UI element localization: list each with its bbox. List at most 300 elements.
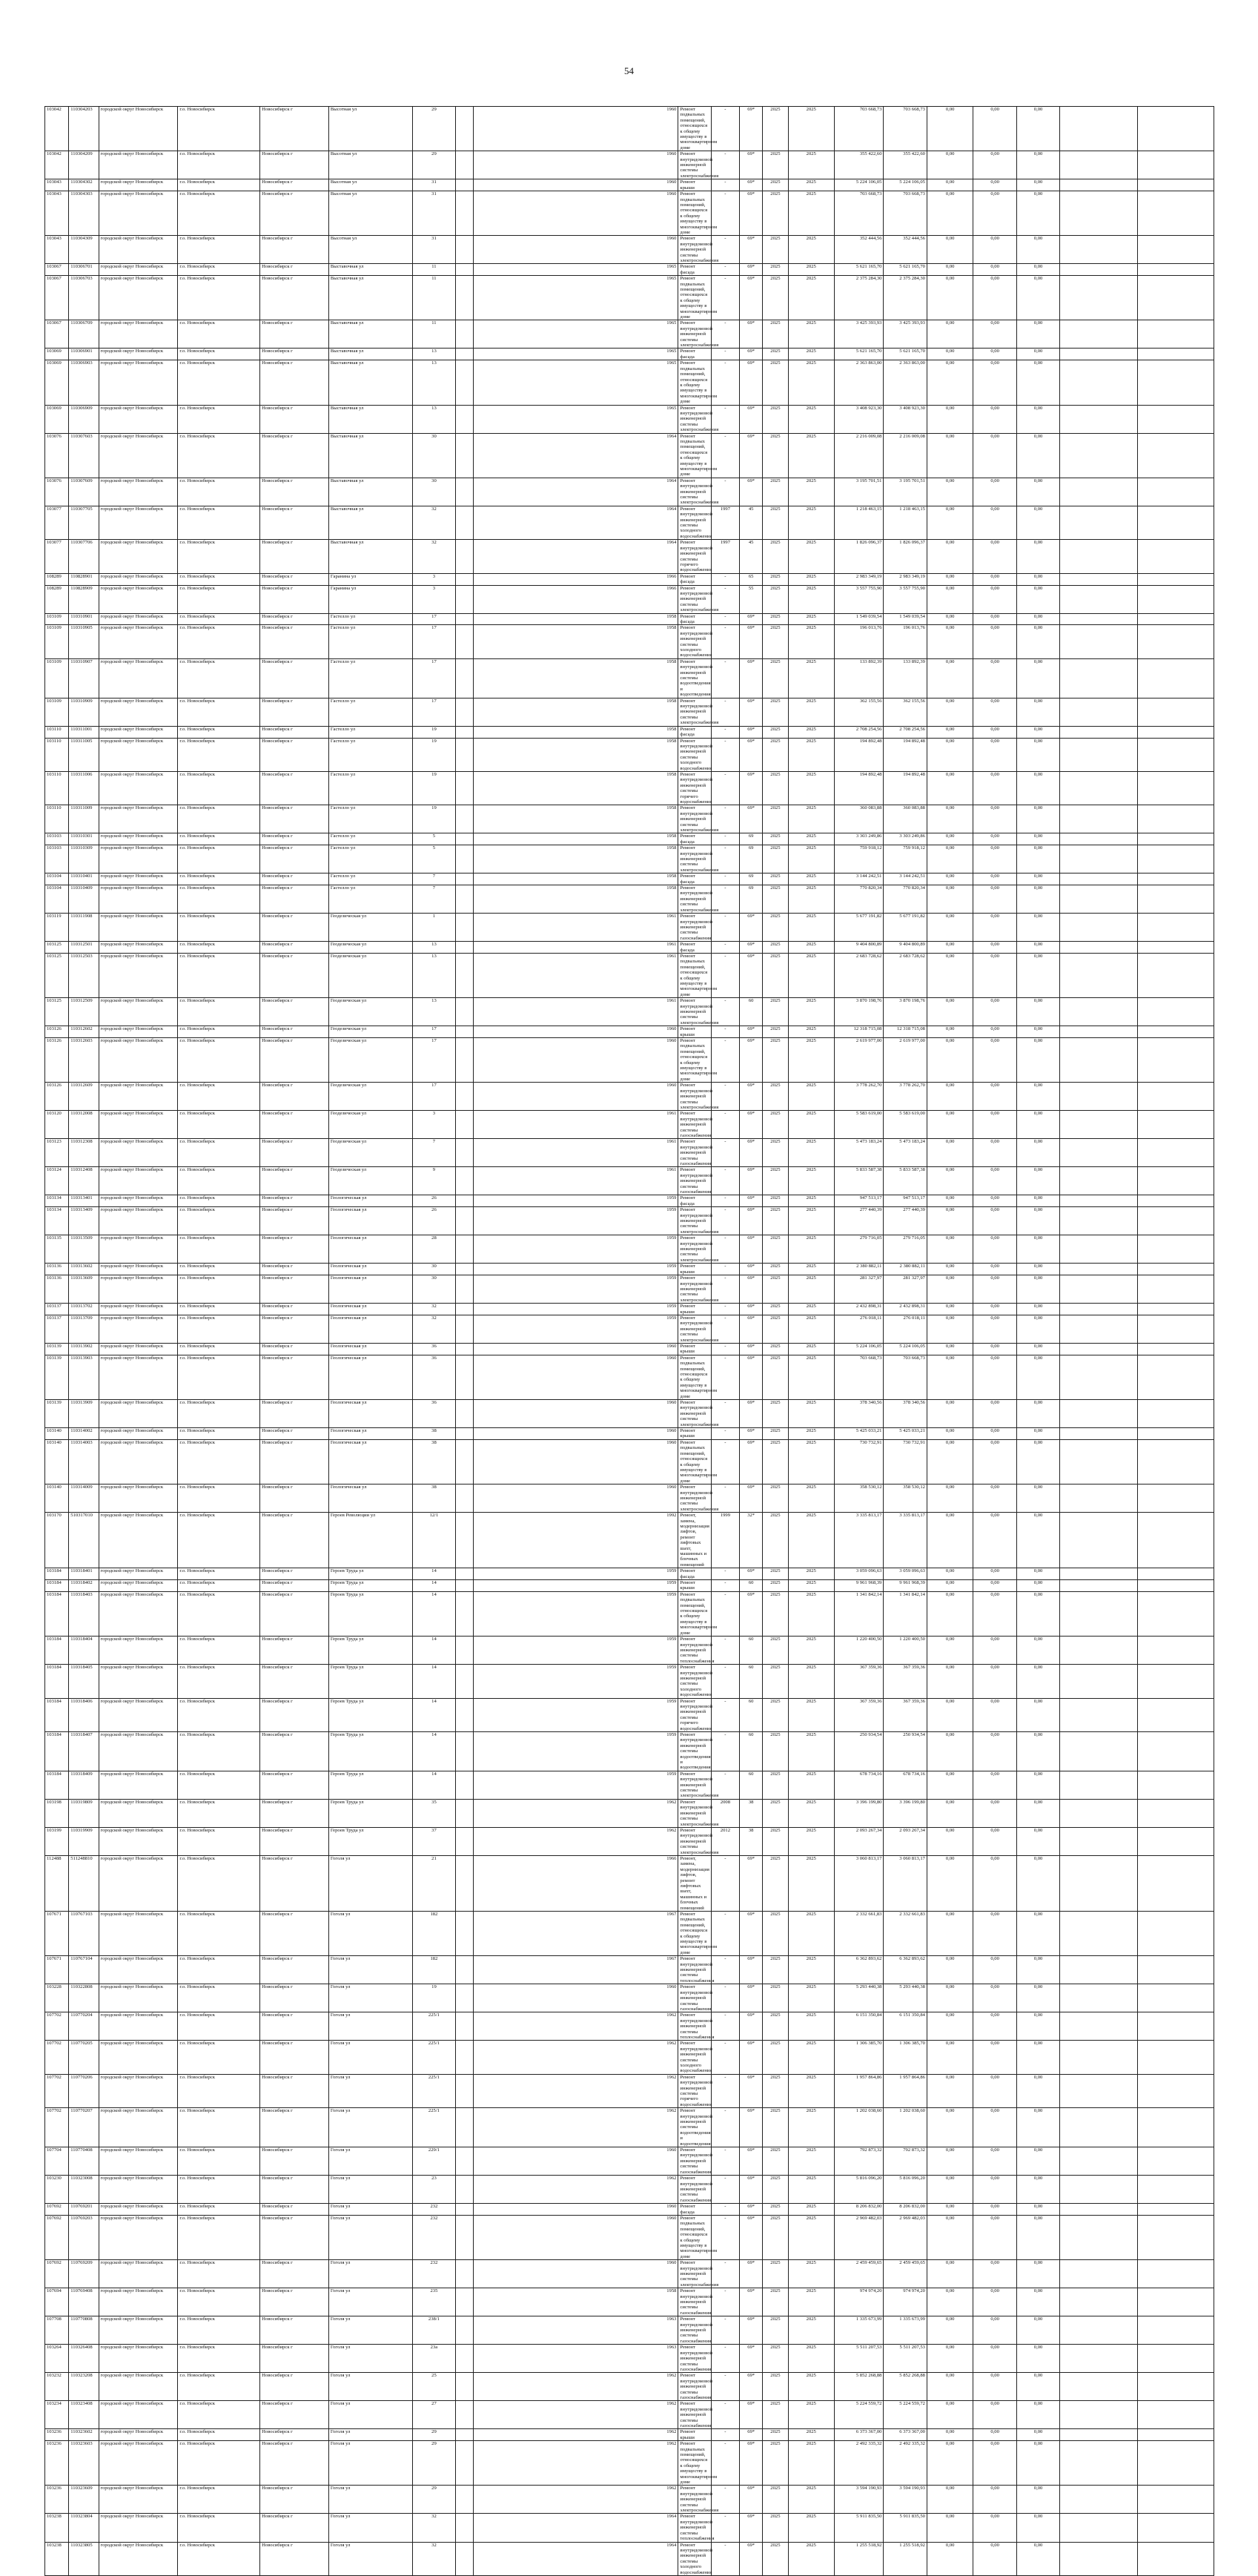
cell-municipality: г.о. Новосибирск [178, 1111, 260, 1139]
cell-street: Гаранина ул [328, 585, 412, 613]
cell-blank-a [456, 2147, 474, 2176]
cell-work-id: 110307706 [69, 540, 99, 573]
cell-fund-cost: 5 911 835,50 [884, 2514, 927, 2542]
cell-budget-federal: 0,00 [927, 1799, 973, 1827]
cell-fund-cost: 5 583 619,00 [884, 1111, 927, 1139]
cell-year-built: 1959 [474, 1207, 678, 1235]
cell-work-type: Ремонт внутридомовой инженерной системы газоснабжения [678, 2176, 711, 2204]
table-row [45, 179, 1214, 191]
cell-blank-b [1060, 1956, 1138, 1984]
cell-municipality: г.о. Новосибирск [178, 1304, 260, 1315]
cell-blank-b [1060, 2401, 1138, 2429]
cell-budget-federal: 0,00 [927, 2012, 973, 2041]
cell-fund-cost: 1 335 673,99 [884, 2316, 927, 2345]
cell-municipality: г.о. Новосибирск [178, 1264, 260, 1275]
table-row [45, 349, 1214, 360]
cell-blank-a [456, 942, 474, 954]
cell-total-cost: 9 404 800,89 [834, 942, 884, 954]
cell-wear-percent: 69* [740, 1855, 763, 1911]
cell-fund-cost: 5 852 268,88 [884, 2373, 927, 2401]
cell-work-id: 110770207 [69, 2108, 99, 2147]
cell-year-built: 1960 [474, 179, 678, 191]
cell-work-type: Ремонт, замена, модернизация лифтов, ремонт лифтовых шахт, машинных и блочных помещений [678, 1513, 711, 1568]
cell-blank-a [456, 771, 474, 805]
cell-blank-b [1060, 1665, 1138, 1698]
cell-blank-a [456, 1771, 474, 1799]
cell-region: городской округ Новосибирск [99, 1912, 178, 1956]
cell-year-built: 1965 [474, 405, 678, 433]
cell-house-id: 103109 [45, 698, 69, 726]
cell-region: городской округ Новосибирск [99, 1799, 178, 1827]
cell-total-cost: 3 335 813,17 [834, 1513, 884, 1568]
cell-budget-local: 0,00 [1016, 1207, 1059, 1235]
cell-fund-cost: 2 093 267,34 [884, 1827, 927, 1855]
cell-fund-cost: 279 716,05 [884, 1235, 927, 1264]
cell-year-built: 1960 [474, 1439, 678, 1484]
cell-municipality: г.о. Новосибирск [178, 1484, 260, 1513]
cell-blank-c [1138, 845, 1214, 873]
cell-total-cost: 133 892,39 [834, 658, 884, 698]
cell-house-number: 7 [412, 873, 455, 885]
cell-fund-cost: 1 826 096,37 [884, 540, 927, 573]
cell-blank-c [1138, 1827, 1214, 1855]
cell-street: Гаранина ул [328, 573, 412, 585]
table-row [45, 1275, 1214, 1304]
cell-budget-local: 0,00 [1016, 1771, 1059, 1799]
cell-year-built: 1961 [474, 1167, 678, 1195]
cell-work-id: 110310409 [69, 885, 99, 914]
cell-blank-c [1138, 805, 1214, 833]
cell-municipality: г.о. Новосибирск [178, 1038, 260, 1083]
cell-total-cost: 5 583 619,00 [834, 1111, 884, 1139]
cell-city: Новосибирск г [260, 885, 329, 914]
cell-budget-local: 0,00 [1016, 625, 1059, 658]
cell-house-id: 103238 [45, 2514, 69, 2542]
cell-budget-federal: 0,00 [927, 1111, 973, 1139]
cell-municipality: г.о. Новосибирск [178, 2441, 260, 2486]
cell-budget-regional: 0,00 [973, 953, 1016, 997]
cell-house-number: 13 [412, 405, 455, 433]
cell-work-id: 110306903 [69, 360, 99, 405]
cell-blank-b [1060, 1984, 1138, 2012]
cell-region: городской округ Новосибирск [99, 1083, 178, 1111]
cell-house-id: 103104 [45, 873, 69, 885]
cell-plan-year-end: 2025 [788, 276, 834, 320]
cell-total-cost: 2 216 009,08 [834, 433, 884, 478]
cell-plan-year-end: 2025 [788, 998, 834, 1026]
table-row [45, 360, 1214, 405]
cell-work-type: Ремонт внутридомовой инженерной системы электроснабжения [678, 2486, 711, 2514]
cell-house-id: 103110 [45, 738, 69, 771]
cell-municipality: г.о. Новосибирск [178, 264, 260, 276]
cell-budget-regional: 0,00 [973, 360, 1016, 405]
cell-plan-year-start: 2025 [763, 914, 788, 942]
table-row [45, 1083, 1214, 1111]
cell-plan-year-start: 2025 [763, 2514, 788, 2542]
cell-plan-year-start: 2025 [763, 2215, 788, 2259]
cell-work-type: Ремонт фасада [678, 726, 711, 738]
cell-blank-b [1060, 1026, 1138, 1038]
cell-house-id: 103110 [45, 771, 69, 805]
cell-total-cost: 5 224 559,72 [834, 2401, 884, 2429]
cell-work-id: 110307603 [69, 433, 99, 478]
cell-last-repair-year: - [711, 320, 739, 349]
cell-work-type: Ремонт внутридомовой инженерной системы электроснабжения [678, 151, 711, 179]
cell-wear-percent: 69* [740, 1026, 763, 1038]
cell-budget-local: 0,00 [1016, 2373, 1059, 2401]
cell-last-repair-year: - [711, 1167, 739, 1195]
cell-work-id: 110769201 [69, 2204, 99, 2216]
cell-work-id: 110312609 [69, 1083, 99, 1111]
cell-blank-b [1060, 179, 1138, 191]
cell-region: городской округ Новосибирск [99, 1343, 178, 1355]
cell-work-id: 110312602 [69, 1026, 99, 1038]
cell-blank-a [456, 478, 474, 506]
cell-house-number: 7 [412, 885, 455, 914]
cell-work-id: 110310907 [69, 658, 99, 698]
cell-wear-percent: 69 [740, 885, 763, 914]
cell-house-number: 29 [412, 2441, 455, 2486]
cell-plan-year-start: 2025 [763, 1167, 788, 1195]
cell-budget-federal: 0,00 [927, 805, 973, 833]
cell-blank-b [1060, 2514, 1138, 2542]
cell-fund-cost: 3 870 198,76 [884, 998, 927, 1026]
cell-blank-b [1060, 2288, 1138, 2316]
cell-blank-b [1060, 2012, 1138, 2041]
cell-plan-year-start: 2025 [763, 771, 788, 805]
cell-work-id: 110310901 [69, 613, 99, 625]
cell-total-cost: 2 969 482,03 [834, 2215, 884, 2259]
cell-municipality: г.о. Новосибирск [178, 573, 260, 585]
table-body [45, 107, 1214, 2576]
cell-total-cost: 378 340,56 [834, 1400, 884, 1428]
cell-city: Новосибирск г [260, 2542, 329, 2575]
cell-year-built: 1962 [474, 2108, 678, 2147]
cell-work-type: Ремонт крыши [678, 1580, 711, 1592]
table-row [45, 1355, 1214, 1399]
cell-work-id: 110323602 [69, 2429, 99, 2441]
cell-city: Новосибирск г [260, 236, 329, 264]
cell-plan-year-start: 2025 [763, 1799, 788, 1827]
cell-year-built: 1964 [474, 433, 678, 478]
cell-plan-year-end: 2025 [788, 1732, 834, 1771]
cell-blank-b [1060, 1855, 1138, 1911]
cell-total-cost: 5 224 106,05 [834, 1343, 884, 1355]
cell-work-id: 110319809 [69, 1799, 99, 1827]
cell-blank-b [1060, 1484, 1138, 1513]
cell-year-built: 1958 [474, 771, 678, 805]
cell-plan-year-start: 2025 [763, 1139, 788, 1167]
cell-wear-percent: 45 [740, 506, 763, 539]
cell-work-type: Ремонт подвальных помещений, относящихся к общему имуществу в многоквартирном доме [678, 1038, 711, 1083]
cell-plan-year-end: 2025 [788, 107, 834, 151]
cell-wear-percent: 69* [740, 2486, 763, 2514]
cell-work-id: 110310309 [69, 845, 99, 873]
cell-budget-federal: 0,00 [927, 1355, 973, 1399]
cell-blank-a [456, 1315, 474, 1343]
cell-budget-federal: 0,00 [927, 658, 973, 698]
cell-region: городской округ Новосибирск [99, 405, 178, 433]
cell-city: Новосибирск г [260, 1513, 329, 1568]
table-row [45, 698, 1214, 726]
cell-last-repair-year: - [711, 2345, 739, 2373]
cell-budget-local: 0,00 [1016, 942, 1059, 954]
cell-budget-regional: 0,00 [973, 1984, 1016, 2012]
cell-budget-local: 0,00 [1016, 1513, 1059, 1568]
cell-plan-year-start: 2025 [763, 320, 788, 349]
cell-year-built: 1963 [474, 2316, 678, 2345]
cell-total-cost: 194 892,48 [834, 738, 884, 771]
cell-municipality: г.о. Новосибирск [178, 613, 260, 625]
cell-city: Новосибирск г [260, 1026, 329, 1038]
cell-municipality: г.о. Новосибирск [178, 658, 260, 698]
cell-wear-percent: 69* [740, 1343, 763, 1355]
cell-work-id: 110304309 [69, 236, 99, 264]
cell-city: Новосибирск г [260, 1139, 329, 1167]
cell-blank-b [1060, 2429, 1138, 2441]
cell-house-number: 32 [412, 2542, 455, 2575]
cell-plan-year-end: 2025 [788, 1111, 834, 1139]
cell-blank-a [456, 151, 474, 179]
cell-blank-c [1138, 1665, 1214, 1698]
cell-work-id: 110769209 [69, 2260, 99, 2288]
cell-year-built: 1960 [474, 1343, 678, 1355]
cell-budget-regional: 0,00 [973, 236, 1016, 264]
cell-budget-regional: 0,00 [973, 2041, 1016, 2074]
cell-budget-regional: 0,00 [973, 2441, 1016, 2486]
cell-year-built: 1958 [474, 698, 678, 726]
table-row [45, 1912, 1214, 1956]
table-row [45, 1439, 1214, 1484]
cell-blank-b [1060, 1568, 1138, 1580]
cell-fund-cost: 3 557 755,90 [884, 585, 927, 613]
cell-blank-b [1060, 1315, 1138, 1343]
cell-budget-regional: 0,00 [973, 585, 1016, 613]
cell-work-type: Ремонт внутридомовой инженерной системы газоснабжения [678, 2147, 711, 2176]
cell-budget-federal: 0,00 [927, 2074, 973, 2107]
cell-budget-regional: 0,00 [973, 1428, 1016, 1440]
cell-house-number: 26 [412, 1195, 455, 1207]
cell-municipality: г.о. Новосибирск [178, 1355, 260, 1399]
table-row [45, 2204, 1214, 2216]
cell-plan-year-end: 2025 [788, 191, 834, 236]
cell-house-id: 103077 [45, 506, 69, 539]
cell-blank-a [456, 191, 474, 236]
table-row [45, 1637, 1214, 1665]
cell-city: Новосибирск г [260, 540, 329, 573]
cell-region: городской округ Новосибирск [99, 998, 178, 1026]
table-row [45, 1484, 1214, 1513]
cell-blank-c [1138, 2260, 1214, 2288]
cell-city: Новосибирск г [260, 2215, 329, 2259]
cell-blank-c [1138, 771, 1214, 805]
cell-total-cost: 1 306 385,70 [834, 2041, 884, 2074]
cell-budget-federal: 0,00 [927, 276, 973, 320]
cell-street: Гастелло ул [328, 845, 412, 873]
cell-blank-b [1060, 236, 1138, 264]
cell-blank-c [1138, 1207, 1214, 1235]
cell-budget-local: 0,00 [1016, 540, 1059, 573]
cell-work-id: 110314009 [69, 1484, 99, 1513]
cell-municipality: г.о. Новосибирск [178, 953, 260, 997]
cell-work-type: Ремонт внутридомовой инженерной системы холодного водоснабжения [678, 506, 711, 539]
cell-plan-year-start: 2025 [763, 151, 788, 179]
cell-budget-local: 0,00 [1016, 1275, 1059, 1304]
cell-budget-local: 0,00 [1016, 2215, 1059, 2259]
table-row [45, 1195, 1214, 1207]
cell-budget-regional: 0,00 [973, 805, 1016, 833]
cell-total-cost: 3 425 393,93 [834, 320, 884, 349]
cell-year-built: 1964 [474, 2542, 678, 2575]
cell-last-repair-year: 1999 [711, 1513, 739, 1568]
cell-blank-b [1060, 613, 1138, 625]
cell-last-repair-year: - [711, 1400, 739, 1428]
cell-work-type: Ремонт внутридомовой инженерной системы электроснабжения [678, 1400, 711, 1428]
cell-house-number: 30 [412, 1275, 455, 1304]
cell-budget-local: 0,00 [1016, 1956, 1059, 1984]
cell-plan-year-start: 2025 [763, 738, 788, 771]
cell-budget-federal: 0,00 [927, 1026, 973, 1038]
cell-last-repair-year: - [711, 1139, 739, 1167]
cell-plan-year-end: 2025 [788, 726, 834, 738]
cell-budget-local: 0,00 [1016, 107, 1059, 151]
cell-municipality: г.о. Новосибирск [178, 349, 260, 360]
cell-municipality: г.о. Новосибирск [178, 2074, 260, 2107]
cell-house-number: 14 [412, 1665, 455, 1698]
cell-street: Гоголя ул [328, 2345, 412, 2373]
cell-last-repair-year: - [711, 1428, 739, 1440]
cell-blank-a [456, 953, 474, 997]
cell-house-id: 103140 [45, 1439, 69, 1484]
cell-region: городской округ Новосибирск [99, 1139, 178, 1167]
cell-budget-federal: 0,00 [927, 1827, 973, 1855]
cell-total-cost: 2 708 254,56 [834, 726, 884, 738]
cell-budget-regional: 0,00 [973, 1167, 1016, 1195]
cell-blank-c [1138, 873, 1214, 885]
cell-plan-year-end: 2025 [788, 845, 834, 873]
cell-work-type: Ремонт внутридомовой инженерной системы электроснабжения [678, 1484, 711, 1513]
cell-budget-federal: 0,00 [927, 1665, 973, 1698]
cell-year-built: 1960 [474, 1400, 678, 1428]
cell-city: Новосибирск г [260, 914, 329, 942]
cell-budget-local: 0,00 [1016, 885, 1059, 914]
cell-house-number: 23а [412, 2345, 455, 2373]
cell-blank-b [1060, 276, 1138, 320]
cell-municipality: г.о. Новосибирск [178, 2012, 260, 2041]
cell-blank-a [456, 1984, 474, 2012]
cell-budget-federal: 0,00 [927, 2345, 973, 2373]
cell-last-repair-year: - [711, 738, 739, 771]
table-row [45, 2108, 1214, 2147]
cell-blank-c [1138, 478, 1214, 506]
cell-work-type: Ремонт внутридомовой инженерной системы электроснабжения [678, 698, 711, 726]
cell-total-cost: 2 375 284,30 [834, 276, 884, 320]
cell-fund-cost: 6 373 367,00 [884, 2429, 927, 2441]
cell-budget-local: 0,00 [1016, 2260, 1059, 2288]
cell-budget-regional: 0,00 [973, 1637, 1016, 1665]
cell-budget-federal: 0,00 [927, 2373, 973, 2401]
cell-plan-year-end: 2025 [788, 2441, 834, 2486]
cell-city: Новосибирск г [260, 2288, 329, 2316]
cell-year-built: 1959 [474, 1698, 678, 1731]
cell-total-cost: 2 332 661,83 [834, 1912, 884, 1956]
cell-plan-year-end: 2025 [788, 771, 834, 805]
cell-budget-local: 0,00 [1016, 998, 1059, 1026]
cell-plan-year-end: 2025 [788, 2074, 834, 2107]
cell-plan-year-end: 2025 [788, 2215, 834, 2259]
cell-year-built: 1960 [474, 1026, 678, 1038]
cell-last-repair-year: - [711, 1304, 739, 1315]
cell-work-type: Ремонт подвальных помещений, относящихся к общему имуществу в многоквартирном доме [678, 2441, 711, 2486]
cell-year-built: 1965 [474, 349, 678, 360]
cell-wear-percent: 60 [740, 1637, 763, 1665]
cell-blank-a [456, 1111, 474, 1139]
cell-house-id: 103236 [45, 2441, 69, 2486]
table-row [45, 726, 1214, 738]
cell-work-type: Ремонт фасада [678, 349, 711, 360]
cell-budget-local: 0,00 [1016, 726, 1059, 738]
cell-budget-regional: 0,00 [973, 771, 1016, 805]
table-row [45, 2176, 1214, 2204]
cell-budget-local: 0,00 [1016, 914, 1059, 942]
cell-work-type: Ремонт подвальных помещений, относящихся к общему имуществу в многоквартирном доме [678, 360, 711, 405]
cell-blank-b [1060, 1195, 1138, 1207]
cell-last-repair-year: - [711, 1083, 739, 1111]
table-row [45, 942, 1214, 954]
cell-house-number: 7 [412, 1139, 455, 1167]
cell-budget-local: 0,00 [1016, 2514, 1059, 2542]
cell-city: Новосибирск г [260, 107, 329, 151]
cell-city: Новосибирск г [260, 1591, 329, 1636]
cell-blank-a [456, 658, 474, 698]
cell-region: городской округ Новосибирск [99, 2486, 178, 2514]
cell-budget-local: 0,00 [1016, 2345, 1059, 2373]
cell-municipality: г.о. Новосибирск [178, 1400, 260, 1428]
cell-street: Гастелло ул [328, 625, 412, 658]
cell-blank-a [456, 2041, 474, 2074]
table-row [45, 771, 1214, 805]
cell-house-id: 103230 [45, 2176, 69, 2204]
cell-budget-local: 0,00 [1016, 1355, 1059, 1399]
cell-budget-regional: 0,00 [973, 107, 1016, 151]
cell-street: Геологическая ул [328, 1207, 412, 1235]
cell-year-built: 1959 [474, 1591, 678, 1636]
cell-blank-c [1138, 1513, 1214, 1568]
cell-blank-b [1060, 2041, 1138, 2074]
cell-city: Новосибирск г [260, 1355, 329, 1399]
cell-work-type: Ремонт внутридомовой инженерной системы водоотведения и водоотведения [678, 658, 711, 698]
cell-blank-b [1060, 1400, 1138, 1428]
cell-budget-regional: 0,00 [973, 2215, 1016, 2259]
cell-work-id: 110312308 [69, 1139, 99, 1167]
cell-work-id: 110314003 [69, 1439, 99, 1484]
cell-year-built: 1962 [474, 2401, 678, 2429]
cell-fund-cost: 730 732,91 [884, 1439, 927, 1484]
cell-plan-year-end: 2025 [788, 1038, 834, 1083]
cell-budget-federal: 0,00 [927, 2147, 973, 2176]
cell-work-id: 110767103 [69, 1912, 99, 1956]
cell-fund-cost: 9 404 800,89 [884, 942, 927, 954]
cell-street: Геодезическая ул [328, 942, 412, 954]
cell-total-cost: 5 833 587,38 [834, 1167, 884, 1195]
cell-plan-year-start: 2025 [763, 1026, 788, 1038]
cell-wear-percent: 32* [740, 1513, 763, 1568]
cell-budget-federal: 0,00 [927, 2215, 973, 2259]
cell-last-repair-year: - [711, 998, 739, 1026]
cell-budget-local: 0,00 [1016, 2204, 1059, 2216]
cell-region: городской округ Новосибирск [99, 2373, 178, 2401]
cell-fund-cost: 5 833 587,38 [884, 1167, 927, 1195]
